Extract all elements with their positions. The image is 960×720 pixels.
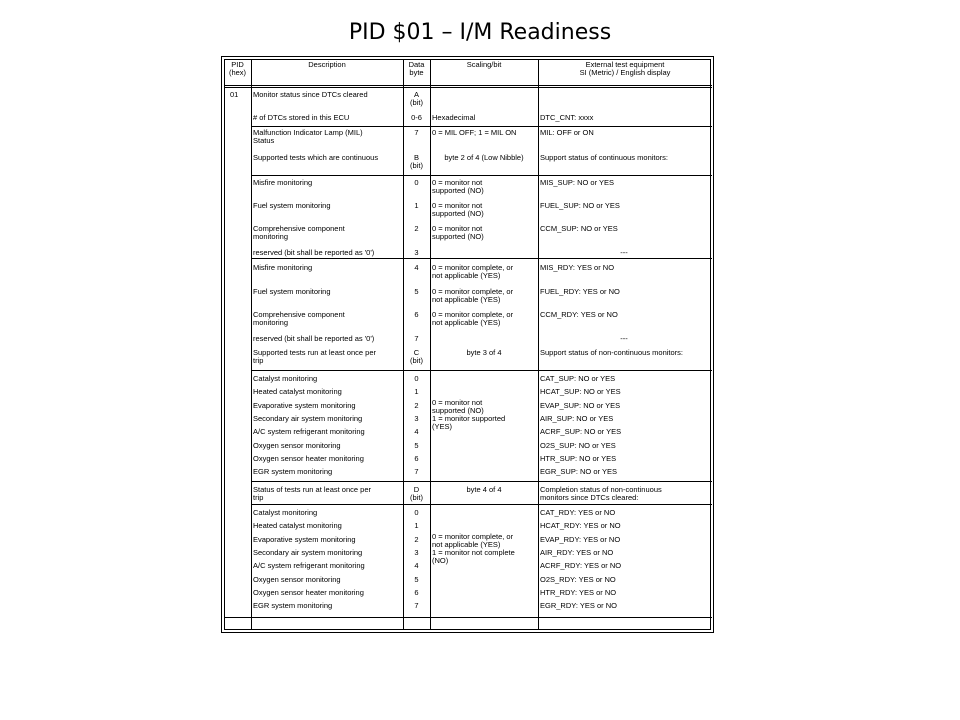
data-byte-cell-line: A	[413, 90, 419, 99]
desc-cell	[253, 468, 399, 476]
row-divider	[251, 175, 712, 176]
data-byte-cell	[405, 179, 428, 187]
column-divider	[403, 60, 404, 630]
row-divider	[251, 370, 712, 371]
data-byte-cell	[405, 349, 428, 365]
desc-cell	[253, 375, 399, 383]
scaling-cell	[432, 288, 536, 304]
data-byte-cell-line: 5	[414, 287, 419, 296]
data-byte-cell-line: 3	[414, 413, 419, 423]
desc-cell	[253, 455, 399, 463]
scaling-cell	[432, 129, 534, 137]
data-byte-cell	[405, 225, 428, 233]
ext-cell	[540, 576, 708, 584]
scaling-cell	[432, 179, 534, 195]
scaling-cell-line: (NO)	[432, 556, 449, 565]
data-byte-cell-line: (bit)	[410, 161, 423, 170]
desc-cell	[253, 249, 399, 257]
desc-cell-line: EGR system monitoring	[253, 467, 333, 477]
desc-cell-line: Catalyst monitoring	[253, 508, 318, 517]
ext-cell-line: MIS_SUP: NO or YES	[540, 178, 615, 187]
ext-cell-line: Support status of non-continuous monitors:	[540, 348, 683, 357]
data-byte-cell-line: 7	[414, 601, 419, 611]
data-byte-cell-line: B	[413, 153, 419, 162]
data-byte-cell-line: 0	[414, 178, 419, 187]
desc-cell-line: EGR system monitoring	[253, 601, 333, 611]
scaling-cell	[432, 202, 534, 218]
ext-cell-line: ---	[620, 334, 628, 343]
data-byte-cell	[405, 264, 428, 272]
header-scaling	[432, 61, 536, 69]
ext-cell-line: ACRF_RDY: YES or NO	[540, 561, 622, 571]
data-byte-cell-line: 2	[414, 534, 419, 544]
desc-cell-line: Supported tests which are continuous	[253, 153, 379, 162]
ext-cell-line: EVAP_RDY: YES or NO	[540, 534, 621, 544]
data-byte-cell	[405, 311, 428, 319]
desc-cell	[253, 402, 399, 410]
desc-cell-line: Comprehensive component	[253, 224, 345, 233]
ext-cell	[540, 486, 708, 502]
ext-cell-line: Support status of continuous monitors:	[540, 153, 668, 162]
ext-cell	[540, 602, 708, 610]
desc-cell-line: Fuel system monitoring	[253, 287, 331, 296]
desc-cell	[253, 154, 399, 162]
data-byte-cell	[405, 402, 428, 410]
desc-cell-line: Status of tests run at least once per	[253, 485, 371, 494]
data-byte-cell-line: (bit)	[410, 356, 423, 365]
data-byte-cell	[405, 536, 428, 544]
column-divider	[430, 60, 431, 630]
header-pid-line: PID	[231, 60, 244, 69]
header-data-byte-line: byte	[409, 68, 424, 77]
desc-cell	[253, 602, 399, 610]
ext-cell-line: FUEL_RDY: YES or NO	[540, 287, 620, 296]
desc-cell-line: Oxygen sensor monitoring	[253, 440, 341, 450]
scaling-cell-line: not applicable (YES)	[432, 271, 501, 280]
desc-cell-line: Oxygen sensor heater monitoring	[253, 453, 364, 463]
data-byte-cell-line: 6	[414, 310, 419, 319]
ext-cell	[540, 562, 708, 570]
data-byte-cell-line: 5	[414, 574, 419, 584]
desc-cell-line: Evaporative system monitoring	[253, 400, 356, 410]
ext-cell	[540, 288, 708, 296]
data-byte-cell	[405, 154, 428, 170]
scaling-cell-line: 1 = monitor supported	[432, 414, 506, 423]
row-divider	[225, 617, 712, 618]
ext-cell	[540, 468, 708, 476]
scaling-cell	[432, 533, 534, 565]
desc-cell-line: Catalyst monitoring	[253, 374, 318, 383]
desc-cell	[253, 91, 399, 99]
ext-cell-line: ACRF_SUP: NO or YES	[540, 427, 622, 437]
data-byte-cell	[405, 388, 428, 396]
desc-cell	[253, 589, 399, 597]
ext-cell	[540, 179, 708, 187]
ext-cell-line: Completion status of non-continuous	[540, 485, 662, 494]
desc-cell	[253, 225, 399, 241]
ext-cell	[540, 589, 708, 597]
ext-cell	[540, 154, 708, 162]
header-description	[253, 61, 401, 69]
ext-cell	[540, 415, 708, 423]
ext-cell	[540, 335, 708, 343]
scaling-cell-line: byte 4 of 4	[466, 485, 502, 494]
data-byte-cell	[405, 486, 428, 502]
desc-cell-line: Oxygen sensor monitoring	[253, 574, 341, 584]
ext-cell-line: HTR_RDY: YES or NO	[540, 587, 617, 597]
ext-cell-line: ---	[620, 248, 628, 257]
desc-cell	[253, 522, 399, 530]
data-byte-cell-line: 3	[414, 248, 419, 257]
data-byte-cell	[405, 288, 428, 296]
header-data-byte-line: Data	[408, 60, 425, 69]
ext-cell	[540, 264, 708, 272]
data-byte-cell	[405, 522, 428, 530]
desc-cell-line: Misfire monitoring	[253, 263, 313, 272]
data-byte-cell-line: C	[413, 348, 420, 357]
data-byte-cell-line: 6	[414, 453, 419, 463]
data-byte-cell	[405, 202, 428, 210]
desc-cell	[253, 388, 399, 396]
data-byte-cell	[405, 91, 428, 107]
ext-cell-line: HCAT_SUP: NO or YES	[540, 387, 621, 397]
scaling-cell	[432, 264, 536, 280]
row-divider	[251, 126, 712, 127]
data-byte-cell	[405, 442, 428, 450]
data-byte-cell-line: 7	[414, 334, 419, 343]
ext-cell-line: FUEL_SUP: NO or YES	[540, 201, 620, 210]
header-pid-line: (hex)	[228, 68, 247, 77]
scaling-cell-line: supported (NO)	[432, 186, 484, 195]
header-data-byte	[405, 61, 428, 77]
scaling-cell-line: not applicable (YES)	[432, 540, 501, 549]
scaling-cell-line: Hexadecimal	[432, 113, 476, 122]
desc-cell	[253, 129, 399, 145]
desc-cell-line: Heated catalyst monitoring	[253, 521, 342, 531]
pid-01-table	[221, 56, 714, 633]
scaling-cell-line: byte 3 of 4	[466, 348, 502, 357]
data-byte-cell	[405, 589, 428, 597]
ext-cell-line: AIR_RDY: YES or NO	[540, 547, 614, 557]
data-byte-cell-line: 1	[414, 387, 419, 397]
scaling-cell-line: 0 = monitor complete, or	[432, 287, 514, 296]
data-byte-cell-line: 0-6	[411, 113, 422, 122]
header-description-line: Description	[308, 60, 346, 69]
ext-cell	[540, 375, 708, 383]
data-byte-cell	[405, 549, 428, 557]
desc-cell-line: reserved (bit shall be reported as '0')	[253, 248, 375, 257]
desc-cell	[253, 311, 399, 327]
data-byte-cell	[405, 602, 428, 610]
scaling-cell-line: 0 = monitor not	[432, 178, 483, 187]
desc-cell-line: Misfire monitoring	[253, 178, 313, 187]
data-byte-cell	[405, 335, 428, 343]
desc-cell	[253, 415, 399, 423]
desc-cell-line: # of DTCs stored in this ECU	[253, 113, 350, 122]
ext-cell-line: DTC_CNT: xxxx	[540, 113, 594, 122]
desc-cell	[253, 428, 399, 436]
desc-cell-line: Fuel system monitoring	[253, 201, 331, 210]
desc-cell	[253, 288, 399, 296]
desc-cell-line: Comprehensive component	[253, 310, 345, 319]
ext-cell-line: EGR_SUP: NO or YES	[540, 467, 617, 477]
row-divider	[225, 87, 712, 88]
ext-cell	[540, 388, 708, 396]
desc-cell	[253, 509, 399, 517]
data-byte-cell	[405, 455, 428, 463]
desc-cell	[253, 536, 399, 544]
data-byte-cell-line: 0	[414, 508, 419, 517]
slide-title: PID $01 – I/M Readiness	[348, 20, 612, 45]
desc-cell	[253, 335, 399, 343]
data-byte-cell-line: D	[413, 485, 420, 494]
scaling-cell-line: 0 = monitor not	[432, 398, 483, 407]
scaling-cell	[432, 154, 536, 162]
desc-cell	[253, 264, 399, 272]
data-byte-cell-line: 2	[414, 400, 419, 410]
data-byte-cell	[405, 562, 428, 570]
scaling-cell-line: 0 = monitor complete, or	[432, 532, 514, 541]
ext-cell	[540, 522, 708, 530]
scaling-cell-line: 0 = monitor complete, or	[432, 263, 514, 272]
data-byte-cell	[405, 375, 428, 383]
data-byte-cell-line: 7	[414, 128, 419, 137]
desc-cell	[253, 562, 399, 570]
desc-cell-line: Secondary air system monitoring	[253, 413, 363, 423]
desc-cell-line: Heated catalyst monitoring	[253, 387, 342, 397]
ext-cell	[540, 311, 708, 319]
data-byte-cell	[405, 576, 428, 584]
ext-cell-line: AIR_SUP: NO or YES	[540, 413, 614, 423]
desc-cell-line: Status	[253, 136, 275, 145]
data-byte-cell-line: (bit)	[410, 493, 423, 502]
scaling-cell	[432, 349, 536, 357]
data-byte-cell-line: 1	[414, 201, 419, 210]
ext-cell-line: CCM_RDY: YES or NO	[540, 310, 618, 319]
header-external	[540, 61, 710, 77]
scaling-cell	[432, 225, 534, 241]
scaling-cell-line: not applicable (YES)	[432, 295, 501, 304]
ext-cell	[540, 225, 708, 233]
scaling-cell-line: 1 = monitor not complete	[432, 548, 515, 557]
desc-cell	[253, 114, 399, 122]
desc-cell-line: trip	[253, 493, 264, 502]
header-external-line: External test equipment	[585, 60, 665, 69]
scaling-cell-line: 0 = monitor not	[432, 224, 483, 233]
ext-cell-line: CCM_SUP: NO or YES	[540, 224, 618, 233]
row-divider	[251, 258, 712, 259]
scaling-cell	[432, 114, 534, 122]
ext-cell	[540, 402, 708, 410]
data-byte-cell	[405, 415, 428, 423]
ext-cell-line: HCAT_RDY: YES or NO	[540, 521, 621, 531]
desc-cell	[253, 349, 399, 365]
ext-cell	[540, 114, 708, 122]
ext-cell	[540, 129, 708, 137]
ext-cell-line: EGR_RDY: YES or NO	[540, 601, 617, 611]
desc-cell-line: reserved (bit shall be reported as '0')	[253, 334, 375, 343]
desc-cell	[253, 179, 399, 187]
desc-cell-line: monitoring	[253, 232, 289, 241]
desc-cell-line: trip	[253, 356, 264, 365]
pid-value-line: 01	[230, 90, 239, 99]
header-pid	[227, 61, 248, 77]
header-scaling-line: Scaling/bit	[466, 60, 502, 69]
scaling-cell-line: 0 = MIL OFF; 1 = MIL ON	[432, 128, 517, 137]
data-byte-cell-line: 2	[414, 224, 419, 233]
ext-cell-line: HTR_SUP: NO or YES	[540, 453, 617, 463]
scaling-cell-line: supported (NO)	[432, 209, 484, 218]
scaling-cell	[432, 486, 536, 494]
desc-cell-line: Secondary air system monitoring	[253, 547, 363, 557]
header-external-line: SI (Metric) / English display	[579, 68, 671, 77]
scaling-cell-line: byte 2 of 4 (Low Nibble)	[444, 153, 524, 162]
ext-cell-line: CAT_SUP: NO or YES	[540, 374, 616, 383]
desc-cell-line: Evaporative system monitoring	[253, 534, 356, 544]
desc-cell-line: A/C system refrigerant monitoring	[253, 427, 365, 437]
data-byte-cell-line: 4	[414, 263, 419, 272]
row-divider	[225, 85, 712, 86]
ext-cell-line: CAT_RDY: YES or NO	[540, 508, 616, 517]
row-divider	[251, 504, 712, 505]
desc-cell-line: monitoring	[253, 318, 289, 327]
data-byte-cell-line: 6	[414, 587, 419, 597]
scaling-cell-line: 0 = monitor complete, or	[432, 310, 514, 319]
ext-cell	[540, 249, 708, 257]
data-byte-cell-line: 4	[414, 561, 419, 571]
scaling-cell-line: 0 = monitor not	[432, 201, 483, 210]
scaling-cell-line: (YES)	[432, 422, 453, 431]
desc-cell-line: Oxygen sensor heater monitoring	[253, 587, 364, 597]
data-byte-cell-line: 0	[414, 374, 419, 383]
desc-cell	[253, 486, 399, 502]
ext-cell-line: EVAP_SUP: NO or YES	[540, 400, 621, 410]
desc-cell-line: Supported tests run at least once per	[253, 348, 376, 357]
scaling-cell-line: supported (NO)	[432, 232, 484, 241]
scaling-cell	[432, 399, 534, 431]
data-byte-cell	[405, 468, 428, 476]
ext-cell	[540, 349, 708, 357]
scaling-cell-line: supported (NO)	[432, 406, 484, 415]
data-byte-cell	[405, 129, 428, 137]
scaling-cell-line: not applicable (YES)	[432, 318, 501, 327]
ext-cell	[540, 509, 708, 517]
ext-cell	[540, 442, 708, 450]
scaling-cell	[432, 311, 536, 327]
ext-cell-line: monitors since DTCs cleared:	[540, 493, 639, 502]
data-byte-cell-line: 1	[414, 521, 419, 531]
desc-cell	[253, 202, 399, 210]
column-divider	[538, 60, 539, 630]
desc-cell	[253, 549, 399, 557]
ext-cell-line: MIL: OFF or ON	[540, 128, 594, 137]
data-byte-cell-line: 5	[414, 440, 419, 450]
desc-cell	[253, 442, 399, 450]
ext-cell-line: O2S_RDY: YES or NO	[540, 574, 616, 584]
desc-cell-line: A/C system refrigerant monitoring	[253, 561, 365, 571]
ext-cell	[540, 455, 708, 463]
ext-cell-line: MIS_RDY: YES or NO	[540, 263, 615, 272]
ext-cell	[540, 428, 708, 436]
ext-cell	[540, 202, 708, 210]
table-body	[224, 59, 711, 630]
data-byte-cell	[405, 249, 428, 257]
row-divider	[251, 481, 712, 482]
column-divider	[251, 60, 252, 630]
desc-cell-line: Monitor status since DTCs cleared	[253, 90, 368, 99]
data-byte-cell	[405, 509, 428, 517]
data-byte-cell-line: 4	[414, 427, 419, 437]
data-byte-cell-line: (bit)	[410, 98, 423, 107]
ext-cell-line: O2S_SUP: NO or YES	[540, 440, 616, 450]
desc-cell-line: Malfunction Indicator Lamp (MIL)	[253, 128, 363, 137]
data-byte-cell-line: 3	[414, 547, 419, 557]
data-byte-cell-line: 7	[414, 467, 419, 477]
ext-cell	[540, 536, 708, 544]
data-byte-cell	[405, 428, 428, 436]
desc-cell	[253, 576, 399, 584]
pid-value	[230, 91, 248, 99]
ext-cell	[540, 549, 708, 557]
data-byte-cell	[405, 114, 428, 122]
